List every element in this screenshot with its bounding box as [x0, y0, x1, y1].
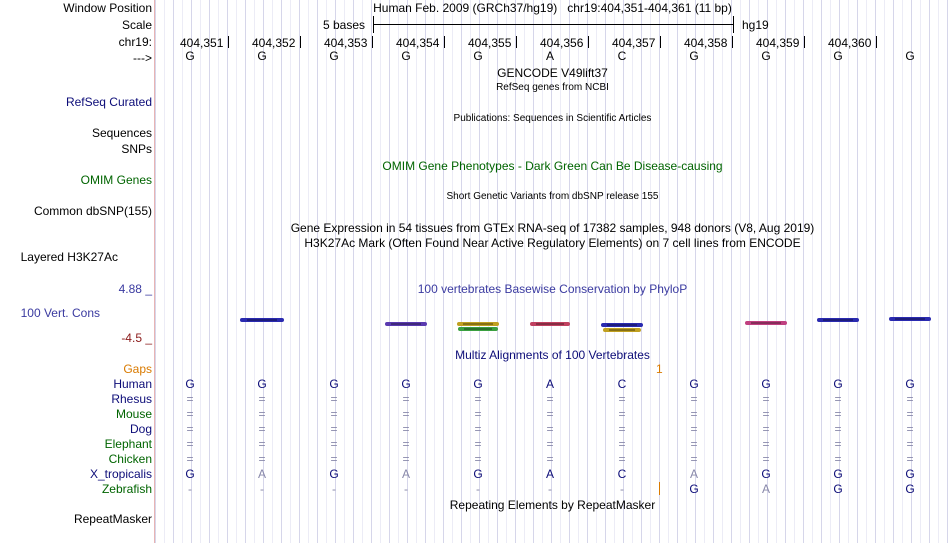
alignment-base: = — [186, 452, 194, 466]
chrom-position-label: 404,356 — [540, 36, 584, 50]
alignment-base: A — [545, 467, 554, 481]
alignment-base: = — [330, 452, 338, 466]
chrom-position-tick — [300, 36, 301, 48]
conservation-mark — [530, 322, 570, 326]
conservation-mark — [817, 318, 859, 322]
alignment-base: = — [402, 437, 410, 451]
alignment-base: = — [186, 392, 194, 406]
alignment-base: G — [401, 377, 411, 391]
omim-track-label[interactable]: OMIM Genes — [80, 173, 152, 187]
species-label[interactable]: Human — [113, 377, 152, 391]
chrom-position-label: 404,357 — [612, 36, 656, 50]
alignment-base: = — [186, 437, 194, 451]
alignment-base: = — [618, 392, 626, 406]
chrom-position-tick — [588, 36, 589, 48]
species-label[interactable]: Rhesus — [111, 392, 152, 406]
alignment-base: G — [833, 482, 843, 496]
chrom-position-label: 404,353 — [324, 36, 368, 50]
alignment-base: - — [620, 482, 624, 496]
chrom-position-tick — [228, 36, 229, 48]
scale-label: Scale — [121, 18, 152, 32]
alignment-base: = — [330, 437, 338, 451]
alignment-base: G — [185, 467, 195, 481]
refseq-track-label[interactable]: RefSeq Curated — [65, 95, 152, 109]
alignment-base: A — [257, 467, 266, 481]
alignment-base: G — [833, 377, 843, 391]
cons-track-label[interactable]: 100 Vert. Cons — [20, 306, 100, 320]
alignment-base: G — [905, 377, 915, 391]
chrom-position-label: 404,351 — [180, 36, 224, 50]
alignment-base: = — [402, 407, 410, 421]
reference-base: G — [329, 49, 339, 63]
chrom-position-label: 404,355 — [468, 36, 512, 50]
reference-base: C — [617, 49, 627, 63]
alignment-base: G — [257, 377, 267, 391]
gaps-track-label[interactable]: Gaps — [123, 362, 152, 376]
chrom-position-tick — [372, 36, 373, 48]
reference-base: G — [833, 49, 843, 63]
alignment-base: = — [834, 452, 842, 466]
alignment-base: = — [834, 437, 842, 451]
reference-base: G — [473, 49, 483, 63]
chrom-position-label: 404,358 — [684, 36, 728, 50]
alignment-base: = — [546, 437, 554, 451]
alignment-base: G — [689, 377, 699, 391]
alignment-base: = — [690, 452, 698, 466]
alignment-base: = — [186, 422, 194, 436]
species-label[interactable]: Elephant — [104, 437, 152, 451]
alignment-base: - — [188, 482, 192, 496]
alignment-base: C — [617, 377, 627, 391]
conservation-mark — [240, 318, 284, 322]
scale-bar-line — [373, 24, 733, 25]
species-label[interactable]: X_tropicalis — [89, 467, 152, 481]
alignment-base: G — [761, 377, 771, 391]
zebrafish-gap-marker — [659, 482, 660, 495]
gencode-track-title[interactable]: GENCODE V49lift37 — [497, 66, 608, 80]
alignment-base: = — [402, 452, 410, 466]
chrom-position-tick — [732, 36, 733, 48]
conservation-mark — [745, 321, 787, 325]
chrom-position-tick — [804, 36, 805, 48]
conservation-mark — [458, 327, 498, 331]
alignment-base: G — [473, 377, 483, 391]
cons-track-title[interactable]: 100 vertebrates Basewise Conservation by PhyloP — [417, 282, 688, 296]
repeatmasker-track-label[interactable]: RepeatMasker — [73, 512, 152, 526]
alignment-base: = — [690, 437, 698, 451]
alignment-base: = — [474, 422, 482, 436]
repeatmasker-track-title[interactable]: Repeating Elements by RepeatMasker — [449, 498, 656, 512]
alignment-base: = — [474, 437, 482, 451]
alignment-base: = — [186, 407, 194, 421]
alignment-base: = — [546, 422, 554, 436]
chrom-position-label: 404,354 — [396, 36, 440, 50]
alignment-base: = — [906, 437, 914, 451]
dbsnp-track-label[interactable]: Common dbSNP(155) — [33, 204, 152, 218]
chrom-position-label: 404,359 — [756, 36, 800, 50]
alignment-base: = — [762, 422, 770, 436]
alignment-base: G — [761, 467, 771, 481]
alignment-base: A — [689, 467, 698, 481]
alignment-base: = — [906, 422, 914, 436]
publications-track-title[interactable]: Publications: Sequences in Scientific Articles — [453, 113, 652, 124]
alignment-base: G — [329, 377, 339, 391]
chrom-position-tick — [660, 36, 661, 48]
alignment-base: = — [834, 392, 842, 406]
chrom-position-tick — [876, 36, 877, 48]
refseq-track-subtitle[interactable]: RefSeq genes from NCBI — [496, 82, 609, 93]
species-label[interactable]: Mouse — [115, 407, 152, 421]
gtex-track-title[interactable]: Gene Expression in 54 tissues from GTEx RNA-seq of 17382 samples, 948 donors (V8, Aug 2019) — [290, 221, 815, 235]
scale-bar-right-end — [733, 16, 734, 33]
alignment-base: = — [762, 392, 770, 406]
cons-min-label: -4.5 _ — [121, 331, 152, 345]
chrom-label: chr19: — [118, 35, 152, 49]
alignment-base: = — [690, 422, 698, 436]
alignment-base: = — [258, 422, 266, 436]
scale-bar-left-end — [373, 16, 374, 33]
conservation-mark — [889, 317, 931, 321]
reference-base: G — [185, 49, 195, 63]
dbsnp-track-title[interactable]: Short Genetic Variants from dbSNP release 155 — [446, 191, 659, 202]
alignment-base: = — [618, 452, 626, 466]
alignment-base: = — [330, 422, 338, 436]
h3k27ac-track-label[interactable]: Layered H3K27Ac — [20, 250, 118, 264]
alignment-base: = — [618, 437, 626, 451]
reference-base: G — [257, 49, 267, 63]
alignment-base: = — [258, 437, 266, 451]
alignment-base: - — [260, 482, 264, 496]
species-label[interactable]: Dog — [129, 422, 152, 436]
scale-bar-text: 5 bases — [323, 18, 366, 32]
conservation-mark — [457, 322, 499, 326]
alignment-base: C — [617, 467, 627, 481]
alignment-base: = — [258, 392, 266, 406]
position-text: chr19:404,351-404,361 (11 bp) — [567, 1, 732, 15]
chrom-position-label: 404,360 — [828, 36, 872, 50]
alignment-base: = — [258, 452, 266, 466]
alignment-base: = — [906, 392, 914, 406]
conservation-mark — [603, 328, 641, 332]
alignment-base: = — [330, 392, 338, 406]
alignment-base: = — [762, 407, 770, 421]
reference-base: G — [689, 49, 699, 63]
alignment-base: - — [548, 482, 552, 496]
window-position-label: Window Position — [63, 1, 152, 15]
alignment-base: = — [906, 452, 914, 466]
track-data-area[interactable] — [155, 0, 950, 543]
alignment-base: G — [473, 467, 483, 481]
position-header — [155, 1, 950, 15]
alignment-base: G — [689, 482, 699, 496]
alignment-base: - — [404, 482, 408, 496]
alignment-base: = — [474, 452, 482, 466]
reference-base: G — [401, 49, 411, 63]
h3k27ac-track-title[interactable]: H3K27Ac Mark (Often Found Near Active Regulatory Elements) on 7 cell lines from ENCODE — [304, 236, 801, 250]
alignment-base: - — [332, 482, 336, 496]
reference-base: G — [761, 49, 771, 63]
alignment-base: = — [690, 407, 698, 421]
alignment-base: = — [618, 407, 626, 421]
alignment-base: = — [762, 452, 770, 466]
alignment-base: = — [474, 392, 482, 406]
conservation-mark — [601, 323, 643, 327]
species-label[interactable]: Chicken — [108, 452, 152, 466]
alignment-base: G — [185, 377, 195, 391]
alignment-base: = — [762, 437, 770, 451]
alignment-base: = — [402, 422, 410, 436]
alignment-base: A — [545, 377, 554, 391]
alignment-base: G — [905, 467, 915, 481]
alignment-base: A — [761, 482, 770, 496]
track-label-column — [0, 0, 154, 543]
gaps-count-mark: 1 — [656, 362, 663, 376]
alignment-base: - — [476, 482, 480, 496]
alignment-base: = — [834, 422, 842, 436]
alignment-base: = — [546, 452, 554, 466]
reference-base: G — [905, 49, 915, 63]
alignment-base: = — [690, 392, 698, 406]
alignment-base: = — [330, 407, 338, 421]
alignment-base: = — [258, 407, 266, 421]
alignment-base: G — [833, 467, 843, 481]
species-label[interactable]: Zebrafish — [101, 482, 152, 496]
alignment-base: G — [905, 482, 915, 496]
alignment-base: G — [329, 467, 339, 481]
alignment-base: A — [401, 467, 410, 481]
snps-track-label[interactable]: SNPs — [121, 142, 152, 156]
chrom-position-tick — [444, 36, 445, 48]
alignment-base: = — [402, 392, 410, 406]
multiz-track-title[interactable]: Multiz Alignments of 100 Vertebrates — [455, 348, 650, 362]
strand-label: ---> — [133, 51, 152, 65]
reference-base: A — [545, 49, 554, 63]
alignment-base: = — [618, 422, 626, 436]
omim-track-title[interactable]: OMIM Gene Phenotypes - Dark Green Can Be Disease-causing — [382, 159, 723, 173]
cons-max-label: 4.88 _ — [118, 282, 152, 296]
chrom-position-tick — [516, 36, 517, 48]
alignment-base: = — [474, 407, 482, 421]
alignment-base: = — [546, 392, 554, 406]
alignment-base: = — [906, 407, 914, 421]
sequences-track-label[interactable]: Sequences — [91, 126, 152, 140]
assembly-text: Human Feb. 2009 (GRCh37/hg19) — [373, 1, 558, 15]
scale-db-text: hg19 — [742, 18, 769, 32]
alignment-base: = — [546, 407, 554, 421]
alignment-base: = — [834, 407, 842, 421]
chrom-position-label: 404,352 — [252, 36, 296, 50]
conservation-mark — [385, 322, 427, 326]
